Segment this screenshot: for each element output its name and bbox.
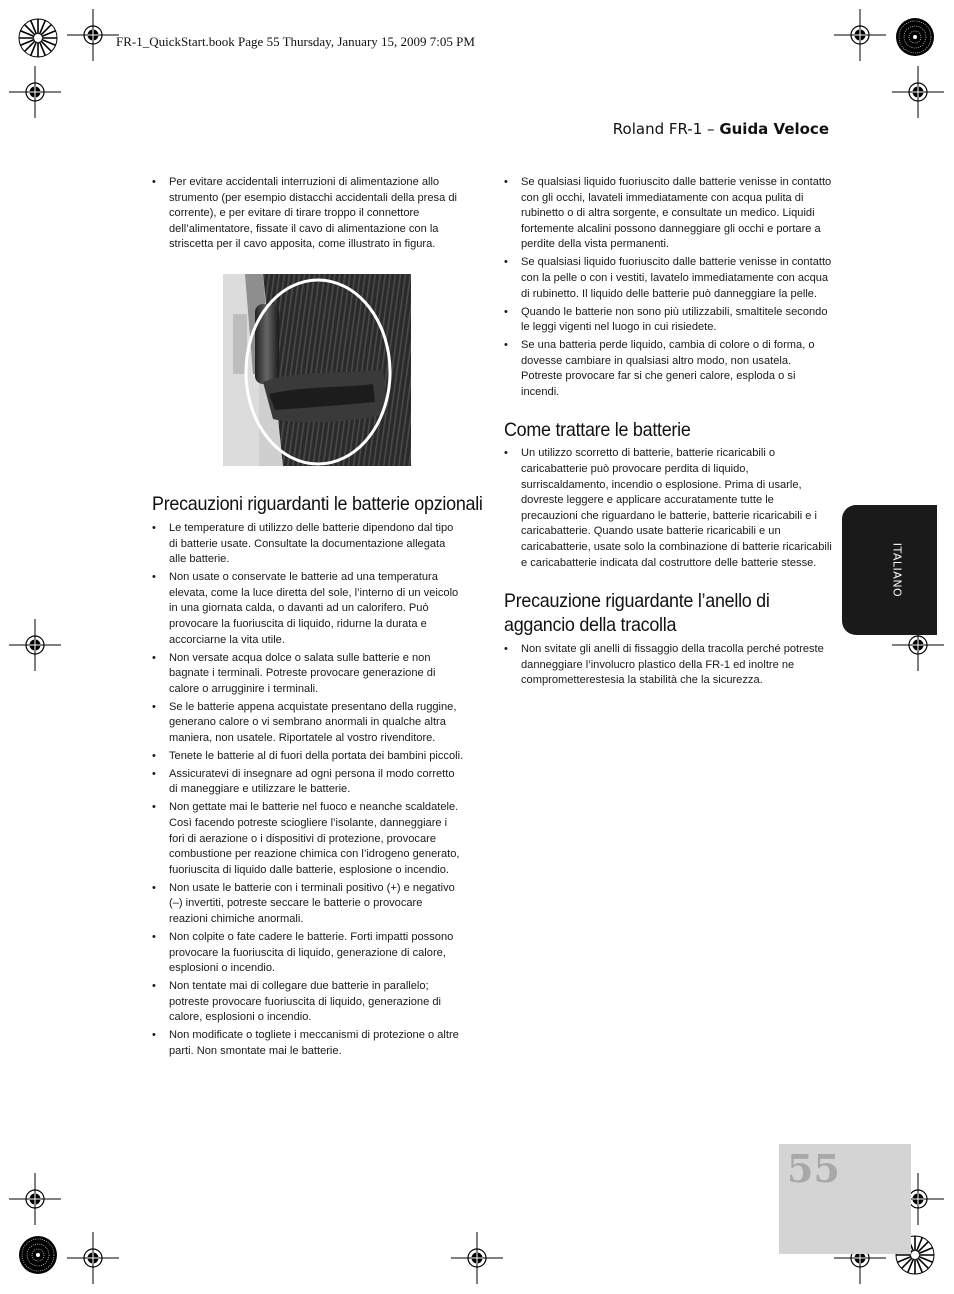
liquid-safety-list	[504, 175, 832, 400]
list-item: • Se qualsiasi liquido fuoriuscito dalle batterie venisse in contatto con la pelle o con i vestiti, lavatelo immediatamente con acqua di rubinetto. Il liquido delle batterie può danneggiare la pelle.	[504, 255, 832, 302]
batterie-opzionali-list	[152, 521, 464, 1060]
list-item: • Non usate o conservate le batterie ad una temperatura elevata, come la luce diretta del sole, l’interno di un veicolo in una giornata calda, o davanti ad un calorifero. Può provocare la fuoriuscita di liquido, ridurne la durata e accorciarne la vita utile.	[152, 570, 464, 648]
language-tab-label: ITALIANO	[890, 542, 904, 598]
running-head-guide: Guida Veloce	[719, 120, 829, 138]
book-header: FR-1_QuickStart.book Page 55 Thursday, January 15, 2009 7:05 PM	[116, 34, 475, 49]
list-item: • Non usate le batterie con i terminali positivo (+) e negativo (–) invertiti, potreste seccare le batterie o provocare reazioni chimiche anormali.	[152, 881, 464, 928]
list-item: • Non svitate gli anelli di fissaggio della tracolla perché potreste danneggiare l’involucro plastico della FR-1 ed inoltre ne comprometterestesia la stabilità che la sicurezza.	[504, 642, 832, 689]
list-item: • Non colpite o fate cadere le batterie. Forti impatti possono provocare la fuoriuscita di liquido, generazione di calore, esplosioni o incendio.	[152, 930, 464, 977]
language-tab	[842, 505, 937, 635]
right-column	[504, 175, 832, 691]
list-item: • Tenete le batterie al di fuori della portata dei bambini piccoli.	[152, 749, 464, 765]
list-item: • Se una batteria perde liquido, cambia di colore o di forma, o dovesse cambiare in qualsiasi altro modo, non usatela. Potreste provocare far si che generi calore, esploda o si incendi.	[504, 338, 832, 400]
list-item: • Se qualsiasi liquido fuoriuscito dalle batterie venisse in contatto con gli occhi, lavateli immediatamente con acqua pulita di rubinetto o di altra sorgente, e consultate un medico. Liquidi fortemente alcalini possono danneggiare gli occhi e portare a perdite della vista permanenti.	[504, 175, 832, 253]
section-title-batterie-opzionali: Precauzioni riguardanti le batterie opzionali	[152, 492, 483, 515]
page-number: 55	[787, 1146, 840, 1191]
list-item: • Non tentate mai di collegare due batterie in parallelo; potreste provocare fuoriuscita di liquido, generazione di calore, esplosioni o incendio.	[152, 979, 464, 1026]
running-head-product: Roland FR-1 –	[612, 120, 720, 138]
list-item: • Le temperature di utilizzo delle batterie dipendono dal tipo di batterie usate. Consultate la documentazione allegata alle batterie.	[152, 521, 464, 568]
list-item: • Un utilizzo scorretto di batterie, batterie ricaricabili o caricabatterie può provocare perdita di liquido, surriscaldamento, incendio o esplosione. Prima di usarle, dovreste leggere e applicare accuratamente tutte le precauzioni che riguardano le batterie, batterie ricaricabili e i caricabatterie. Quando usate batterie ricaricabili e un caricabatterie, usate solo la combinazione di batterie ricaricabili e caricabatterie indicata dal costruttore delle batterie stesse.	[504, 446, 832, 571]
page-number-box	[779, 1144, 911, 1254]
cable-strap-photo	[223, 274, 411, 466]
list-item: • Se le batterie appena acquistate presentano della ruggine, generano calore o vi sembrano anormali in qualche altra maniera, non usatele. Riportatele al vostro rivenditore.	[152, 700, 464, 747]
come-trattare-list	[504, 446, 832, 571]
anello-tracolla-list	[504, 642, 832, 689]
list-item: • Non versate acqua dolce o salata sulle batterie e non bagnate i terminali. Potreste provocare generazione di calore o arrugginire i terminali.	[152, 651, 464, 698]
list-item: • Assicuratevi di insegnare ad ogni persona il modo corretto di maneggiare e utilizzare le batterie.	[152, 767, 464, 798]
section-title-come-trattare: Come trattare le batterie	[504, 419, 691, 442]
section-title-anello-tracolla: Precauzione riguardante l’anello di aggancio della tracolla	[504, 590, 770, 637]
running-head	[613, 120, 829, 138]
left-column	[152, 175, 483, 1062]
intro-bullet-list	[152, 175, 464, 253]
list-item: • Quando le batterie non sono più utilizzabili, smaltitele secondo le leggi vigenti nel luogo in cui risiedete.	[504, 305, 832, 336]
list-item: • Non gettate mai le batterie nel fuoco e neanche scaldatele. Così facendo potreste sciogliere l’isolante, danneggiare i fori di aerazione o i dispositivi di protezione, provocare combustione per reazione chimica con l’idrogeno generato, fuoriuscita di liquido dalle batterie, esplosione o incendio.	[152, 800, 464, 878]
list-item: • Per evitare accidentali interruzioni di alimentazione allo strumento (per esempio distacchi accidentali della presa di corrente), e per evitare di tirare troppo il connettore dell’alimentatore, fissate il cavo di alimentazione con la striscetta per il cavo apposita, come illustrato in figura.	[152, 175, 464, 253]
list-item: • Non modificate o togliete i meccanismi di protezione o altre parti. Non smontate mai le batterie.	[152, 1028, 464, 1059]
